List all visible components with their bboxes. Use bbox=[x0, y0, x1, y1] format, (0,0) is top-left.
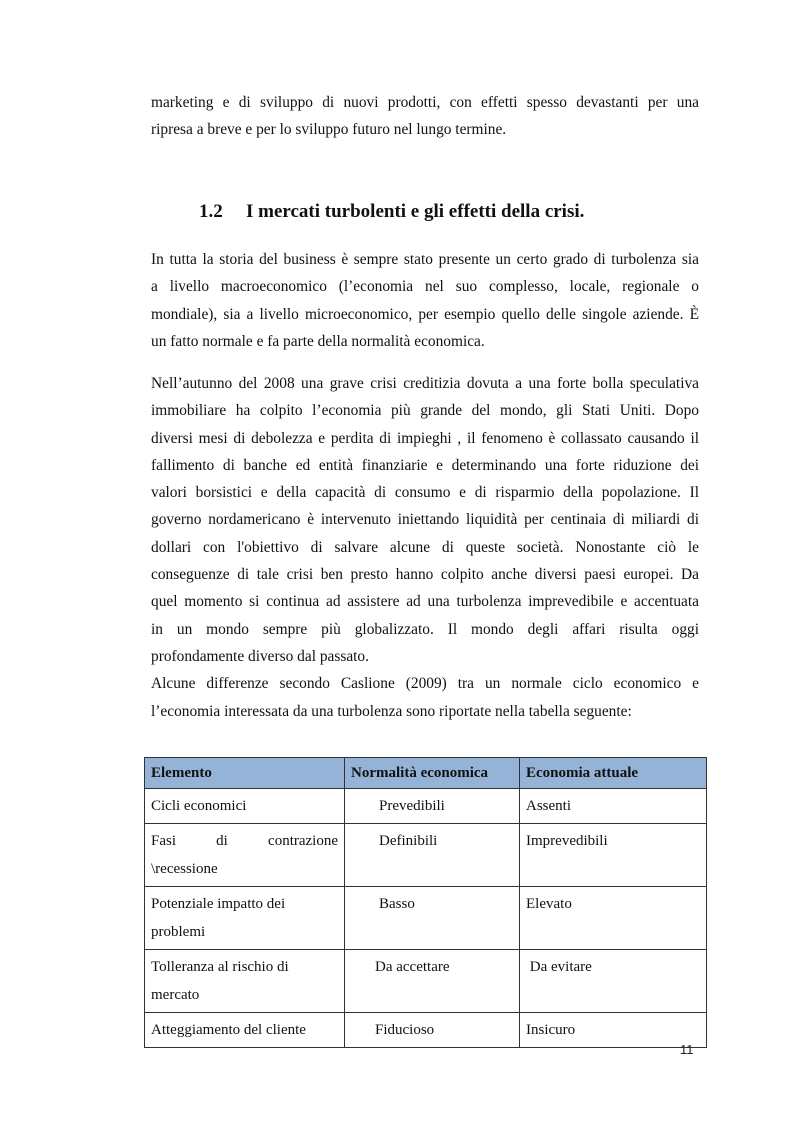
section-title: I mercati turbolenti e gli effetti della crisi. bbox=[246, 201, 585, 222]
table-cell-element bbox=[145, 887, 345, 950]
text-line: conseguenze di tale crisi ben presto hanno colpito anche diversi paesi europei. Da bbox=[151, 566, 699, 584]
table-cell-current: Assenti bbox=[520, 789, 707, 824]
table-row bbox=[145, 887, 707, 950]
text-line: profondamente diverso dal passato. bbox=[151, 647, 369, 665]
table-row bbox=[145, 1013, 707, 1048]
text-line: marketing e di sviluppo di nuovi prodotti, con effetti spesso devastanti per una bbox=[151, 94, 699, 111]
table-cell-normal: Fiducioso bbox=[345, 1013, 520, 1048]
table-cell-normal: Definibili bbox=[345, 824, 520, 887]
text-line: un fatto normale e fa parte della normalità economica. bbox=[151, 332, 485, 350]
text-line: in un mondo sempre più globalizzato. Il mondo degli affari risulta oggi bbox=[151, 620, 699, 638]
text-line: governo nordamericano è intervenuto iniettando liquidità per centinaia di miliardi di bbox=[151, 511, 699, 529]
table-cell-element bbox=[145, 950, 345, 1013]
text-line: fallimento di banche ed entità finanziarie e determinando una forte riduzione dei bbox=[151, 456, 699, 474]
table-cell-current: Imprevedibili bbox=[520, 824, 707, 887]
table-cell-current: Elevato bbox=[520, 887, 707, 950]
cell-text-line: problemi bbox=[151, 924, 206, 940]
table-cell-element: Atteggiamento del cliente bbox=[145, 1013, 345, 1048]
text-line: Alcune differenze secondo Caslione (2009) tra un normale ciclo economico e bbox=[151, 675, 699, 693]
table-header-cell: Normalità economica bbox=[345, 758, 520, 789]
cell-text-line: mercato bbox=[151, 987, 200, 1003]
text-line: ripresa a breve e per lo sviluppo futuro nel lungo termine. bbox=[151, 121, 507, 139]
section-heading bbox=[199, 201, 584, 223]
paragraph-2 bbox=[151, 370, 699, 725]
table-cell-current: Da evitare bbox=[520, 950, 707, 1013]
text-line: mondiale), sia a livello microeconomico, per esempio quello delle singole aziende. È bbox=[151, 305, 699, 323]
table-row bbox=[145, 950, 707, 1013]
table-row bbox=[145, 824, 707, 887]
text-line: quel momento si continua ad assistere ad una turbolenza imprevedibile e accentuata bbox=[151, 593, 699, 611]
paragraph-1 bbox=[151, 246, 699, 355]
table-row bbox=[145, 789, 707, 824]
intro-paragraph bbox=[151, 89, 699, 144]
table-cell-current: Insicuro bbox=[520, 1013, 707, 1048]
table-cell-normal: Prevedibili bbox=[345, 789, 520, 824]
cell-text-line: Potenziale impatto dei bbox=[151, 896, 286, 912]
table-cell-element bbox=[145, 824, 345, 887]
cell-text-line: Tolleranza al rischio di bbox=[151, 959, 289, 975]
text-line: In tutta la storia del business è sempre stato presente un certo grado di turbolenza sia bbox=[151, 251, 699, 268]
text-line: a livello macroeconomico (l’economia nel suo complesso, locale, regionale o bbox=[151, 278, 699, 296]
table-cell-normal: Basso bbox=[345, 887, 520, 950]
page-number: 11 bbox=[680, 1042, 694, 1057]
comparison-table bbox=[144, 757, 707, 1048]
table-header-row bbox=[145, 758, 707, 789]
cell-text-line: \recessione bbox=[151, 861, 218, 877]
text-line: valori borsistici e della capacità di consumo e di risparmio della popolazione. Il bbox=[151, 484, 699, 502]
table-cell-normal: Da accettare bbox=[345, 950, 520, 1013]
text-line: l’economia interessata da una turbolenza sono riportate nella tabella seguente: bbox=[151, 702, 632, 720]
table-header-cell: Economia attuale bbox=[520, 758, 707, 789]
section-number: 1.2 bbox=[199, 201, 223, 222]
table-cell-element: Cicli economici bbox=[145, 789, 345, 824]
cell-text-line: Fasi di contrazione bbox=[151, 833, 338, 849]
text-line: diversi mesi di debolezza e perdita di impieghi , il fenomeno è collassato causando il bbox=[151, 429, 699, 447]
text-line: immobiliare ha colpito l’economia più grande del mondo, gli Stati Uniti. Dopo bbox=[151, 402, 699, 420]
text-line: dollari con l'obiettivo di salvare alcune di queste società. Nonostante ciò le bbox=[151, 538, 699, 556]
text-line: Nell’autunno del 2008 una grave crisi creditizia dovuta a una forte bolla speculativa bbox=[151, 375, 699, 392]
table-header-cell: Elemento bbox=[145, 758, 345, 789]
